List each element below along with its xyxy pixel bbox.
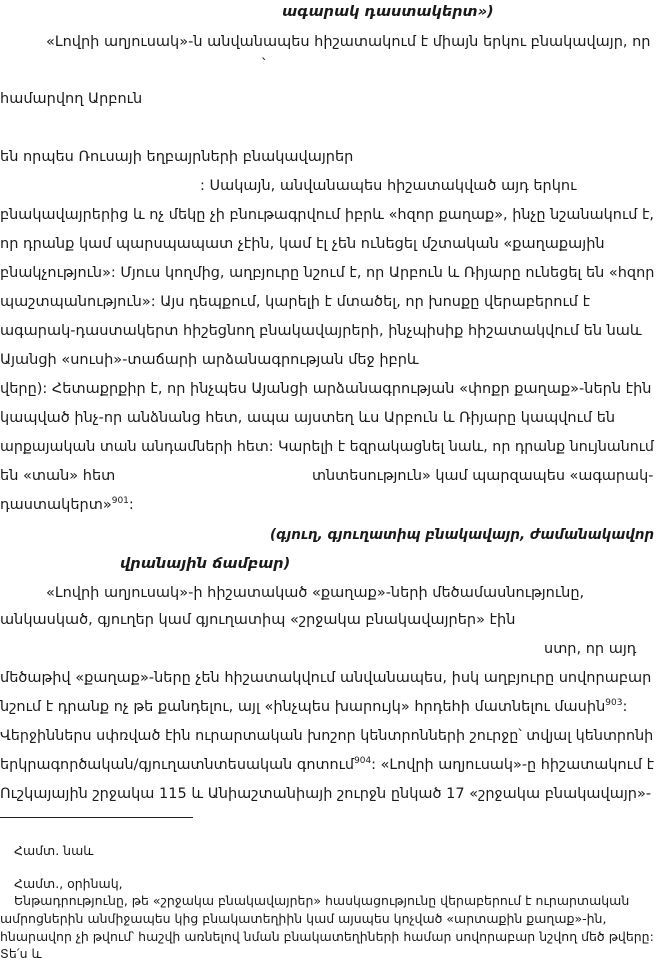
line-text: ՝ [262, 57, 266, 73]
text-line [0, 409, 615, 427]
line-text: վրանային ճամբար) [120, 556, 291, 572]
line-text: նշում է դրանք ոչ թե քանդելու, այլ «ինչպես խարույկ» հրդեհի մատնելու մասին [0, 699, 606, 715]
text-line [0, 669, 651, 687]
footnote-line: Համտ., օրինակ, [14, 876, 123, 891]
line-text: են «տան» հետ [0, 468, 116, 484]
text-line [0, 698, 627, 716]
line-text: վերը): Հետաքրքիր է, որ ինչպես Այանցի արձանագրության «փոքր քաղաք»-ներն էին [0, 381, 652, 397]
text-line [0, 264, 654, 282]
line-text-tail: : «Լովրի աղյուսակ»-ը հիշատակում է [371, 757, 654, 773]
line-text: : Սակայն, անվանապես հիշատակված այդ երկու [200, 178, 577, 194]
text-line [200, 177, 576, 195]
line-text: ագարակ դաստակերտ») [282, 4, 494, 20]
line-text: Այանցի «սուսի»-տաճարի արձանագրության մեջ իբրև [0, 352, 419, 368]
text-line [282, 3, 494, 21]
line-text: բնակչություն»: Մյուս կողմից, աղբյուրը նշում է, որ Արբուն և Ռիյարը ունեցել են «հզոր [0, 265, 655, 281]
footnote-ref: 903 [605, 698, 623, 709]
line-text: Վերջիններս սփռված էին ուրարտական խոշոր կենտրոնների շուրջը՝ տվյալ կենտրոնի [0, 728, 654, 744]
text-line [270, 526, 654, 544]
line-text: անկասկած, գյուղեր կամ գյուղատիպ «շրջակա բնակավայրեր» էին [0, 612, 516, 628]
text-line [0, 351, 419, 369]
text-line [0, 206, 654, 224]
text-line [0, 235, 605, 253]
line-text: որ դրանք կամ պարսպապատ չէին, կամ էլ չեն ունեցել մշտական «քաղաքային [0, 236, 605, 252]
footnote-ref: 904 [354, 756, 372, 767]
text-line [0, 496, 134, 514]
footnote-line: հնարավոր չի թվում՝ հաշվի առնելով նման բնակատեղիների համար սովորաբար նշվող մեծ թվերը: [0, 929, 654, 944]
line-text: բնակավայրերից և ոչ մեկը չի բնութագրվում իբրև «հզոր քաղաք», ինչը նշանակում է, [0, 207, 654, 223]
text-line [0, 438, 654, 456]
text-line [0, 727, 653, 745]
text-line [0, 293, 590, 311]
text-line [0, 380, 652, 398]
line-text: ագարակ-դաստակերտ հիշեցնող բնակավայրերի, ինչպիսիք հիշատակվում են նաև [0, 323, 642, 339]
text-line [0, 322, 642, 340]
text-line [0, 90, 142, 108]
footnote-line: ամրոցներին անմիջապես կից բնակատեղիին կամ այսպես կոչված «արտաքին քաղաք»-ին, [0, 911, 607, 926]
line-text: «Լովրի աղյուսակ»-ն անվանապես հիշատակում է միայն երկու բնակավայր, որ [46, 34, 651, 50]
line-text-tail: : [128, 497, 134, 513]
footnote-line: Ենթադրությունը, թե «շրջակա բնակավայրեր» հասկացությունը վերաբերում է ուրարտական [14, 893, 630, 908]
line-text: «Լովրի աղյուսակ»-ի հիշատակած «քաղաք»-ների մեծամասնությունը, [46, 585, 585, 601]
text-line [0, 148, 353, 166]
line-text: են որպես Ռուսայի եղբայրների բնակավայրեր [0, 149, 354, 165]
text-line [46, 33, 650, 51]
line-text: Ուշկայային շրջակա 115 և Անիաշտանիայի շուրջն ընկած 17 «շրջակա բնակավայր»- [0, 786, 652, 802]
footnote-line: Համտ. նաև [14, 843, 94, 858]
text-line [0, 467, 115, 485]
text-line [312, 467, 653, 485]
line-text: համարվող Արբուն [0, 91, 143, 107]
text-line [0, 611, 515, 629]
line-text: դաստակերտ» [0, 497, 112, 513]
line-text: (գյուղ, գյուղատիպ բնակավայր, ժամանակավոր [270, 527, 655, 543]
text-line [544, 640, 636, 658]
text-line [262, 56, 265, 74]
line-text: կապված ինչ-որ անձնանց հետ, ապա այստեղ ևս Արբուն և Ռիյարը կապվում են [0, 410, 616, 426]
line-text: երկրագործական/գյուղատնտեսական գոտում [0, 757, 355, 773]
footnote-line: Տե՛ս և [0, 946, 42, 961]
text-line [0, 756, 654, 774]
footnote-ref: 901 [111, 496, 129, 507]
line-text: արքայական տան անդամների հետ: Կարելի է եզրակացնել նաև, որ դրանք նույնանում [0, 439, 654, 455]
line-text: պաշտպանություն»: Այս դեպքում, կարելի է մտածել, որ խոսքը վերաբերում է [0, 294, 591, 310]
footnote-divider [0, 817, 193, 818]
line-text-tail: : [622, 699, 628, 715]
text-line [46, 584, 584, 602]
line-text: մեծաթիվ «քաղաք»-ները չեն հիշատակվում անվանապես, իսկ աղբյուրը սովորաբար [0, 670, 652, 686]
line-text: ստր, որ այդ [544, 641, 637, 657]
text-line [0, 785, 651, 803]
line-text: տնտեսություն» կամ պարզապես «ագարակ- [312, 468, 654, 484]
text-line [120, 555, 290, 573]
